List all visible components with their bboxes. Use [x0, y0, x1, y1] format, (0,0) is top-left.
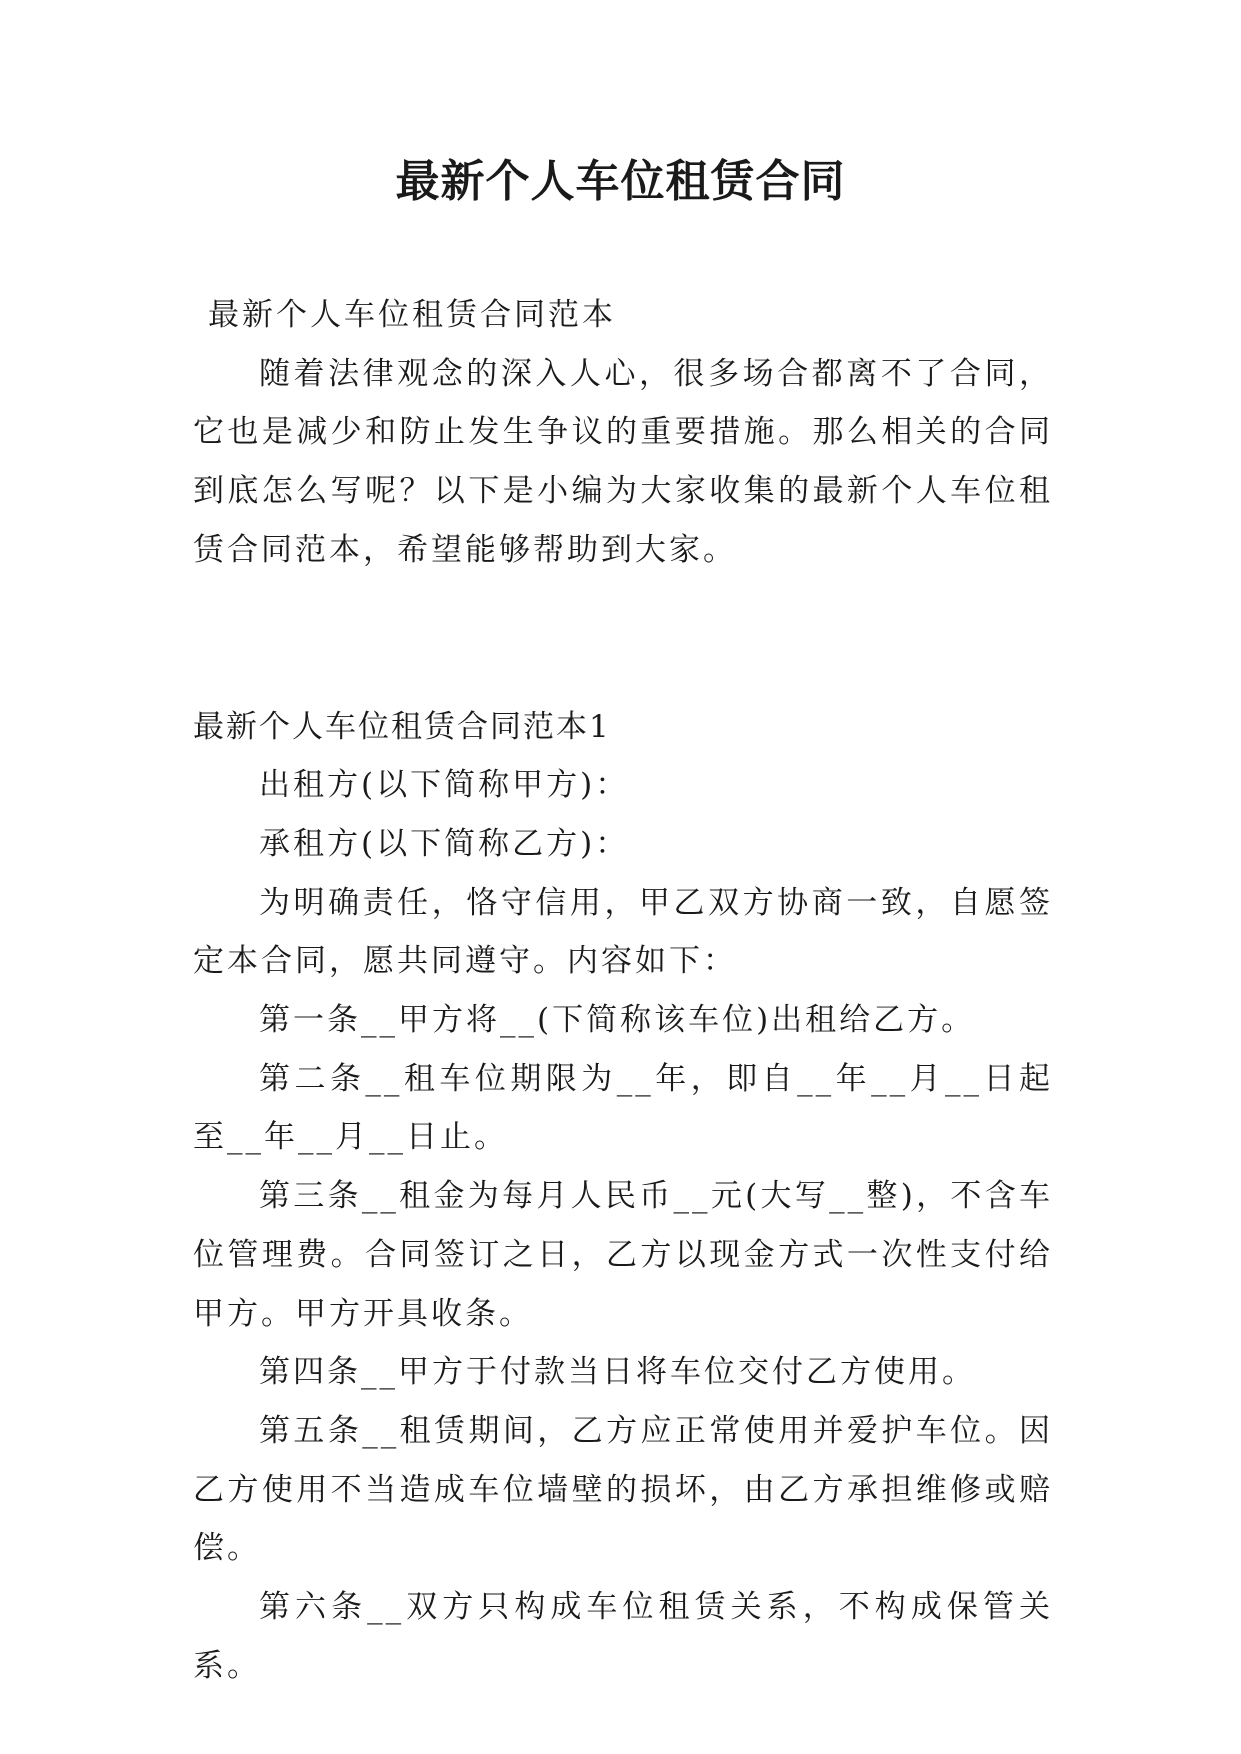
sample-heading: 最新个人车位租赁合同范本1 — [193, 708, 611, 745]
intro-paragraph: 随着法律观念的深入人心，很多场合都离不了合同，它也是减少和防止发生争议的重要措施。那么相关的合同到底怎么写呢？以下是小编为大家收集的最新个人车位租赁合同范本，希望能够帮助到大家。 — [193, 355, 1053, 568]
article-6: 第六条__双方只构成车位租赁关系，不构成保管关系。 — [193, 1589, 1053, 1684]
lessee-line: 承租方(以下简称乙方)： — [259, 825, 630, 862]
article-1: 第一条__甲方将__(下简称该车位)出租给乙方。 — [259, 1002, 976, 1039]
document-subtitle: 最新个人车位租赁合同范本 — [208, 297, 616, 333]
article-3: 第三条__租金为每月人民币__元(大写__整)，不含车位管理费。合同签订之日，乙方以现金方式一次性支付给甲方。甲方开具收条。 — [193, 1178, 1053, 1332]
article-2: 第二条__租车位期限为__年，即自__年__月__日起至__年__月__日止。 — [193, 1060, 1053, 1156]
lessor-line: 出租方(以下简称甲方)： — [259, 767, 630, 804]
document-title: 最新个人车位租赁合同 — [395, 156, 846, 207]
preamble-paragraph: 为明确责任，恪守信用，甲乙双方协商一致，自愿签定本合同，愿共同遵守。内容如下： — [193, 884, 1053, 980]
article-5: 第五条__租赁期间，乙方应正常使用并爱护车位。因乙方使用不当造成车位墙壁的损坏，由乙方承担维修或赔偿。 — [193, 1412, 1053, 1567]
article-4: 第四条__甲方于付款当日将车位交付乙方使用。 — [259, 1354, 976, 1391]
document-body — [193, 286, 1053, 1695]
section-gap — [193, 580, 1053, 698]
